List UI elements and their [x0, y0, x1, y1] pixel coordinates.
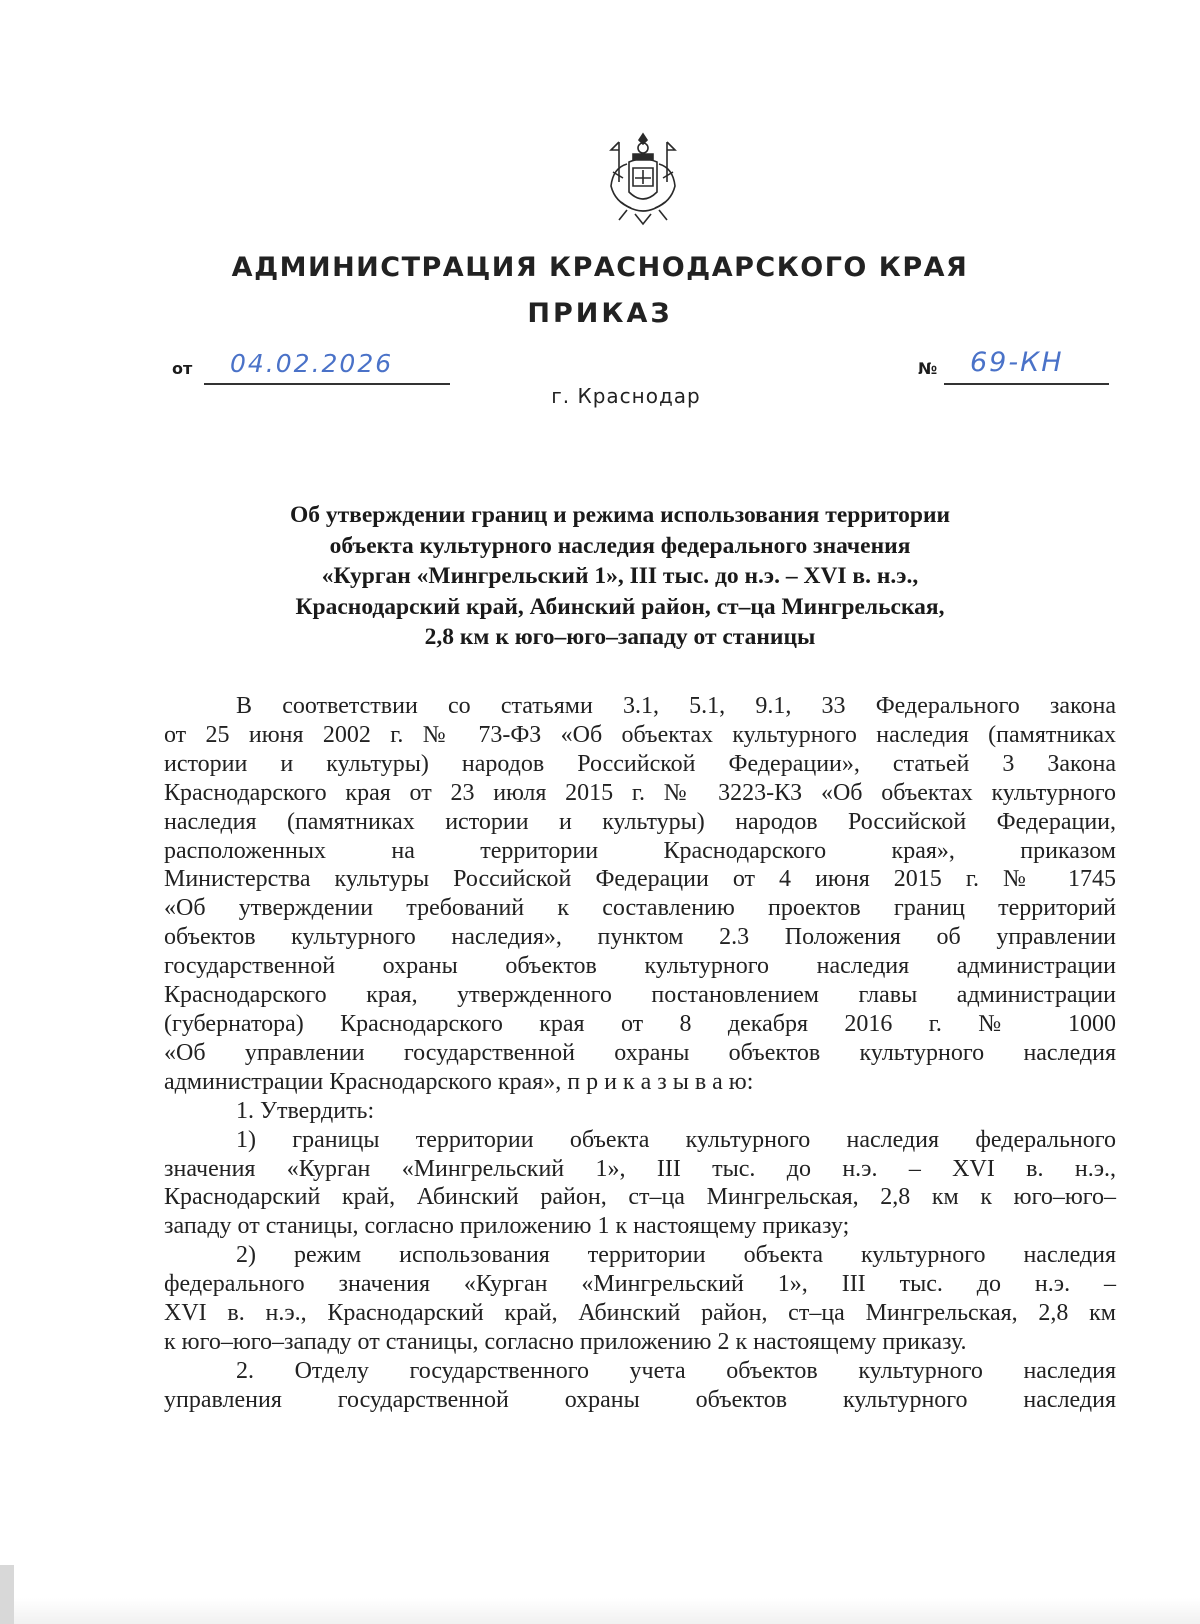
scan-left-edge	[0, 1565, 14, 1624]
body-line: наследия (памятниках истории и культуры) народов Российской Федерации,	[164, 808, 1116, 835]
body-word: расположенных	[164, 837, 326, 864]
title-line: объекта культурного наследия федерального значения	[329, 532, 911, 559]
body-line: от 25 июня 2002 г. № 73-ФЗ «Об объектах культурного наследия (памятниках	[164, 721, 1116, 748]
body-line: 2. Отделу государственного учета объектов культурного наследия	[236, 1357, 1116, 1384]
body-line: администрации Краснодарского края», п р и к а з ы в а ю:	[164, 1068, 754, 1095]
body-line: управления государственной охраны объектов культурного наследия	[164, 1386, 1116, 1413]
body-line: Краснодарского края от 23 июля 2015 г. № 3223-КЗ «Об объектах культурного	[164, 779, 1116, 806]
body-word: территории	[480, 837, 599, 864]
organization-heading: АДМИНИСТРАЦИЯ КРАСНОДАРСКОГО КРАЯ	[231, 252, 969, 283]
title-line: Об утверждении границ и режима использования территории	[289, 502, 951, 528]
body-line: «Об управлении государственной охраны объектов культурного наследия	[164, 1039, 1116, 1066]
body-line: Министерства культуры Российской Федерации от 4 июня 2015 г. № 1745	[164, 866, 1116, 893]
body-word: приказом	[1020, 837, 1116, 864]
title-line: 2,8 км к юго–юго–западу от станицы	[424, 624, 816, 650]
body-line: Краснодарский край, Абинский район, ст–ца Мингрельская, 2,8 км к юго–юго–	[164, 1184, 1116, 1211]
handwritten-date: 04.02.2026	[230, 349, 394, 378]
document-body	[164, 692, 1116, 1415]
body-line: 1. Утвердить:	[236, 1097, 375, 1124]
body-line: 1) границы территории объекта культурного наследия федерального	[236, 1126, 1116, 1153]
scan-bottom-edge	[0, 1598, 1200, 1624]
number-label: №	[918, 359, 938, 378]
title-line: Краснодарский край, Абинский район, ст–ца Мингрельская,	[295, 593, 945, 620]
body-line: (губернатора) Краснодарского края от 8 декабря 2016 г. № 1000	[164, 1010, 1116, 1037]
body-line: «Об утверждении требований к составлению проектов границ территорий	[164, 895, 1116, 922]
body-line: В соответствии со статьями 3.1, 5.1, 9.1, 33 Федерального закона	[236, 693, 1116, 719]
body-line: 2) режим использования территории объекта культурного наследия	[236, 1242, 1116, 1269]
body-word: на	[391, 837, 415, 864]
document-type-heading: ПРИКАЗ	[527, 298, 673, 329]
body-line: западу от станицы, согласно приложению 1 к настоящему приказу;	[164, 1213, 850, 1240]
city-label: г. Краснодар	[551, 384, 701, 408]
body-line: федерального значения «Курган «Мингрельский 1», III тыс. до н.э. –	[164, 1271, 1116, 1298]
body-word: края»,	[891, 837, 955, 864]
body-line: значения «Курган «Мингрельский 1», III тыс. до н.э. – XVI в. н.э.,	[164, 1155, 1116, 1182]
title-line: «Курган «Мингрельский 1», III тыс. до н.э. – XVI в. н.э.,	[321, 563, 919, 589]
handwritten-number: 69-КН	[970, 347, 1064, 378]
document-title	[200, 500, 1040, 653]
body-line	[164, 837, 1116, 866]
body-line: объектов культурного наследия», пунктом 2.3 Положения об управлении	[164, 924, 1116, 951]
body-line: государственной охраны объектов культурного наследия администрации	[164, 953, 1116, 980]
body-line: XVI в. н.э., Краснодарский край, Абинский район, ст–ца Мингрельская, 2,8 км	[164, 1300, 1116, 1327]
body-line: к юго–юго–западу от станицы, согласно приложению 2 к настоящему приказу.	[164, 1328, 967, 1355]
body-word: Краснодарского	[663, 837, 827, 864]
body-line: Краснодарского края, утвержденного постановлением главы администрации	[164, 982, 1116, 1009]
date-label: от	[172, 359, 193, 378]
coat-of-arms-icon	[605, 132, 681, 228]
body-line: истории и культуры) народов Российской Федерации», статьей 3 Закона	[164, 750, 1116, 777]
